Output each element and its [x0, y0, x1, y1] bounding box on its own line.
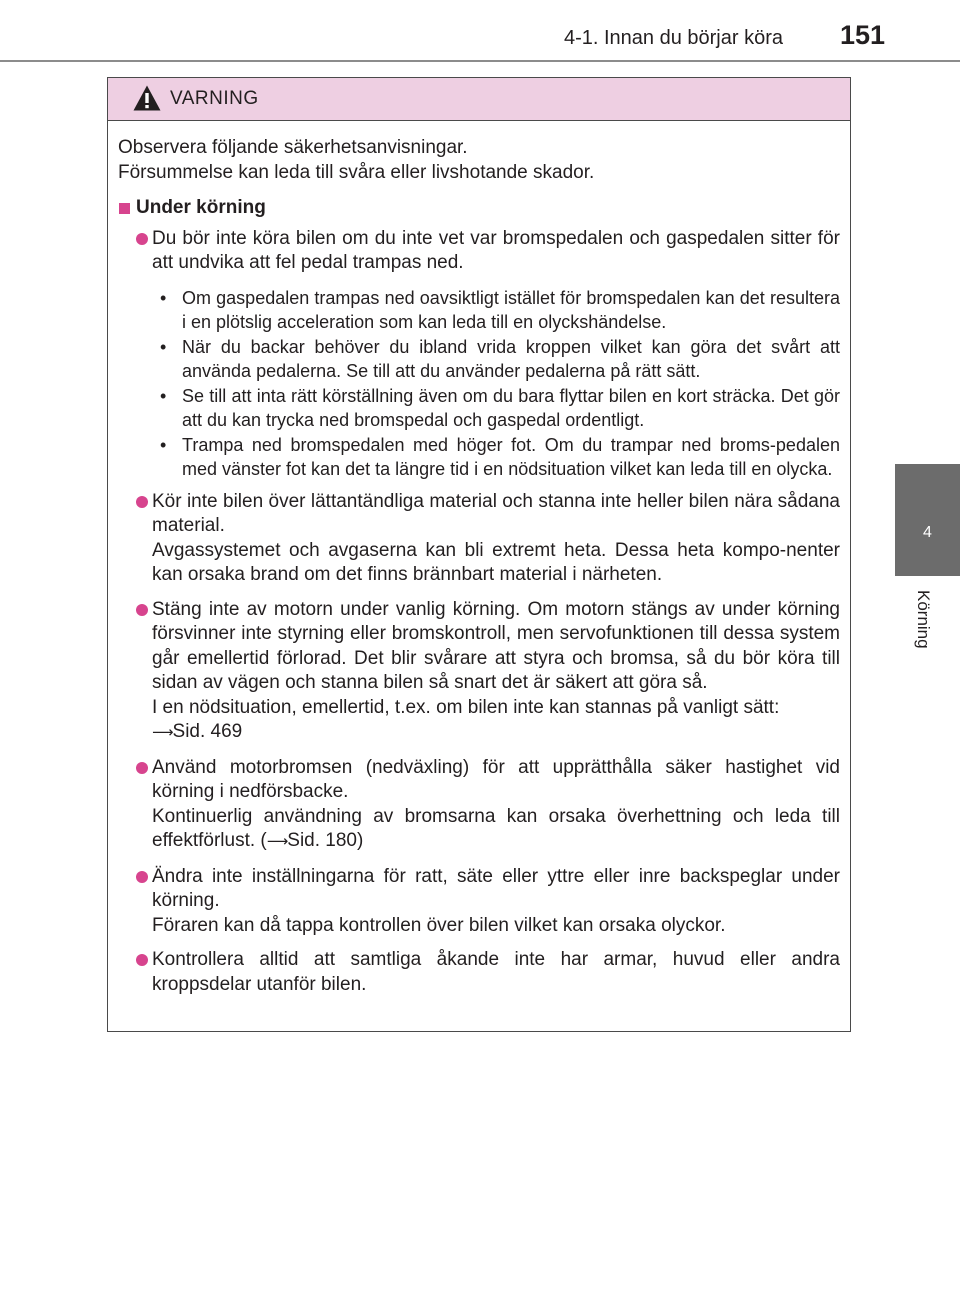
- page-number: 151: [839, 20, 885, 50]
- warning-intro: [118, 136, 840, 185]
- arrow-right-icon: ⟶: [266, 833, 288, 850]
- arrow-right-icon: ⟶: [152, 724, 173, 741]
- sub-list: [152, 286, 840, 482]
- sub-item-text: Se till att inta rätt körställning även om du bara flyttar bilen en kort sträcka. Det gör att du kan trycka ned bromspedal och gaspedal ordentligt.: [182, 385, 840, 430]
- header-divider: [0, 60, 960, 62]
- circle-bullet-icon: [136, 871, 148, 883]
- warning-body: [108, 121, 850, 997]
- page-reference-text[interactable]: Sid. 180): [287, 830, 364, 851]
- bullet-item: [118, 598, 840, 746]
- dot-marker-icon: •: [160, 434, 167, 455]
- section-heading: [118, 196, 840, 221]
- bullet-item: [118, 756, 840, 855]
- bullet-item: [118, 865, 840, 939]
- circle-bullet-icon: [136, 604, 148, 616]
- bullet-text: Stäng inte av motorn under vanlig körning. Om motorn stängs av under körning försvinner inte styrning eller bromskontroll, men servofunktionen till dessa system går emellertid förlorad. Det blir svårare att styra och bromsa, så du bör köra till sidan av vägen och stanna bilen så snart det är säkert att göra så. I en nödsituation, emellertid, t.ex. om bilen inte kan stannas på vanligt sätt:: [152, 598, 840, 718]
- circle-bullet-icon: [136, 762, 148, 774]
- page-header: [0, 0, 960, 62]
- section-heading-text: Under körning: [136, 197, 266, 218]
- bullet-text: Använd motorbromsen (nedväxling) för att upprätthålla säker hastighet vid körning i nedförsbacke. Kontinuerlig användning av bromsarna kan orsaka överhettning och leda till effektförlust. (: [152, 756, 840, 851]
- bullet-text: Kör inte bilen över lättantändliga material och stanna inte heller bilen nära sådana material. Avgassystemet och avgaserna kan bli extremt heta. Dessa heta kompo-nenter kan orsaka brand om det finns brännbart material i närheten.: [152, 490, 840, 585]
- warning-triangle-icon: [132, 84, 162, 112]
- sub-item-text: Om gaspedalen trampas ned oavsiktligt istället för bromspedalen kan det resultera i en plötslig acceleration som kan leda till en olyckshändelse.: [182, 287, 840, 332]
- chapter-number: 4: [923, 524, 932, 541]
- circle-bullet-icon: [136, 954, 148, 966]
- sub-item: [152, 286, 840, 335]
- square-bullet-icon: [119, 203, 130, 214]
- page-reference-text: Sid. 469: [172, 721, 243, 742]
- chapter-label: Körning: [914, 590, 933, 649]
- dot-marker-icon: •: [160, 287, 167, 308]
- warning-title: VARNING: [170, 88, 259, 109]
- intro-line: Försummelse kan leda till svåra eller livshotande skador.: [118, 161, 595, 183]
- sub-item-text: Trampa ned bromspedalen med höger fot. Om du trampar ned broms-pedalen med vänster fot kan det ta längre tid i en nödsituation vilket kan leda till en olycka.: [182, 434, 840, 479]
- dot-marker-icon: •: [160, 336, 167, 357]
- circle-bullet-icon: [136, 496, 148, 508]
- bullet-text: Du bör inte köra bilen om du inte vet var bromspedalen och gaspedalen sitter för att undvika att fel pedal trampas ned.: [152, 227, 840, 273]
- bullet-text: Ändra inte inställningarna för ratt, säte eller yttre eller inre backspeglar under körning. Föraren kan då tappa kontrollen över bilen vilket kan orsaka olyckor.: [152, 865, 840, 936]
- bullet-item: [118, 490, 840, 588]
- sub-item-text: När du backar behöver du ibland vrida kroppen vilket kan göra det svårt att använda pedalerna. Se till att du använder pedalerna på rätt sätt.: [182, 336, 840, 381]
- sub-item: [152, 384, 840, 433]
- warning-box: [107, 77, 851, 1032]
- bullet-text: Kontrollera alltid att samtliga åkande inte har armar, huvud eller andra kroppsdelar utanför bilen.: [152, 949, 840, 995]
- bullet-item: [118, 227, 840, 276]
- warning-header: [108, 78, 850, 121]
- intro-line: Observera följande säkerhetsanvisningar.: [118, 137, 468, 158]
- circle-bullet-icon: [136, 233, 148, 245]
- dot-marker-icon: •: [160, 385, 167, 406]
- bullet-item: [118, 948, 840, 997]
- sub-item: [152, 433, 840, 482]
- page-reference[interactable]: [152, 720, 840, 746]
- chapter-tab: [895, 464, 960, 576]
- section-title: 4-1. Innan du börjar köra: [563, 27, 783, 49]
- sub-item: [152, 335, 840, 384]
